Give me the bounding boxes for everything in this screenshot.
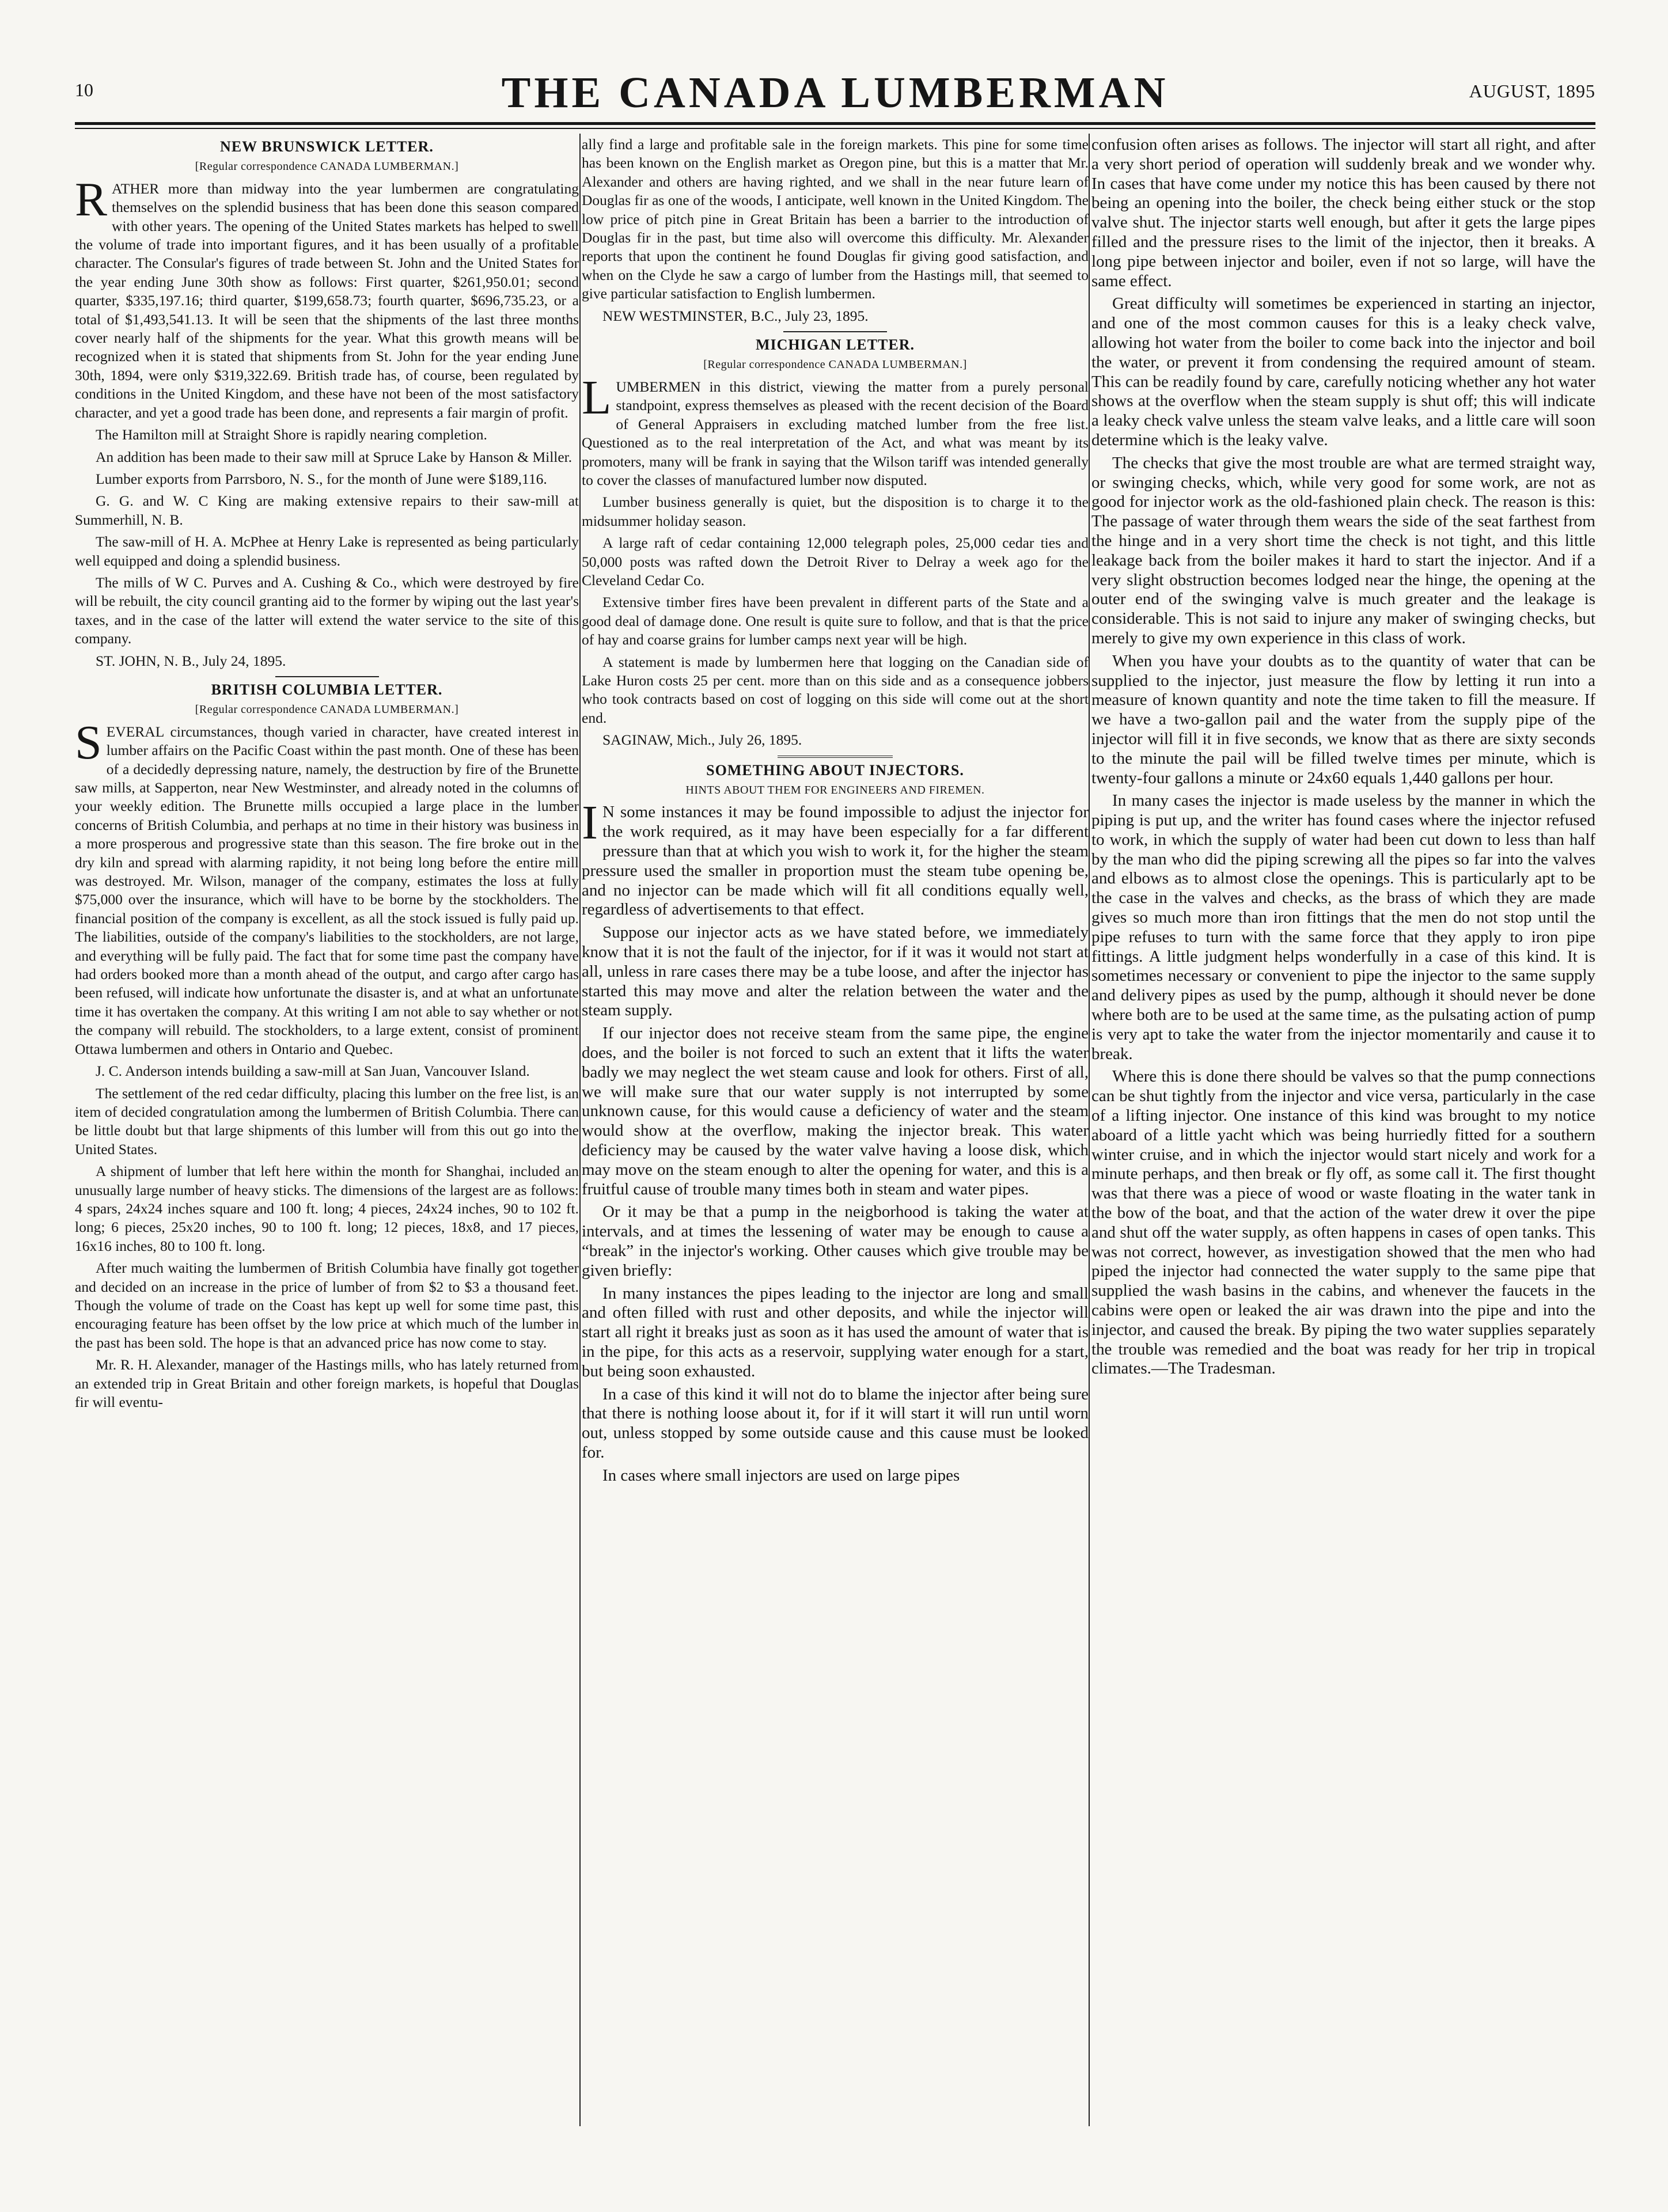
paragraph: A shipment of lumber that left here within the month for Shanghai, included an unusually large number of heavy sticks. The dimensions of the largest are as follows: 4 spars, 24x24 inches square and 100 ft. long; 4 pieces, 24x24 inches, 90 to 102 ft. long; 6 pieces, 25x20 inches, 90 to 100 ft. long; 12 pieces, 18x8, and 17 pieces, 16x16 inches, 80 to 100 ft. long. [75,1163,579,1254]
paragraph: Or it may be that a pump in the neigborhood is taking the water at intervals, and at times the lessening of water may be enough to cause a “break” in the injector's working. Other causes which give trouble may be given briefly: [582,1202,1089,1280]
section-divider [778,756,893,758]
paragraph: The settlement of the red cedar difficulty, placing this lumber on the free list, is an item of decided congratulation among the lumbermen of British Columbia. There can be little doubt but that large shipments of this lumber will from this out go into the United States. [75,1084,579,1158]
paragraph: In many instances the pipes leading to the injector are long and small and often filled with rust and other deposits, and while the injector will start all right it breaks just as soon as it has used the amount of water that is in the pipe, for this acts as a reservoir, supplying water enough for a start, but being soon exhausted. [582,1284,1089,1380]
paragraph: In cases where small injectors are used on large pipes [602,1466,960,1485]
article-subhead: [Regular correspondence CANADA LUMBERMAN.] [703,358,967,371]
paragraph: SEVERAL circumstances, though varied in character, have created interest in lumber affairs on the Pacific Coast within the past month. One of these has been of a decidedly depressing nature, namely, the destruction by fire of the Brunette saw mills, at Sapperton, near New Westminster, and already noted in the columns of your weekly edition. The Brunette mills occupied a large place in the lumber concerns of British Columbia, and perhaps at no time in their history was business in a more prosperous and progressive state than this season. The fire broke out in the dry kiln and spread with alarming rapidity, it not being long before the entire mill was destroyed. Mr. Wilson, manager of the company, estimates the loss at fully $75,000 over the insurance, which will have to be borne by the stockholders. The financial position of the company is excellent, as all the stock issued is fully paid up. The liabilities, outside of the company's liabilities to the stockholders, are not large, and everything will be fully paid. The fact that for some time past the company have had orders booked more than a month ahead of the output, and cargo after cargo has been refused, will indicate how unfortunate the disaster is, and at what an unfortunate time it has overtaken the company. At this writing I am not able to say whether or not the company will rebuild. The stockholders, to a large extent, consist of prominent Ottawa lumbermen and others in Ontario and Quebec. [75,715,579,1057]
issue-date: AUGUST, 1895 [1469,81,1595,101]
paragraph: G. G. and W. C King are making extensive repairs to their saw-mill at Summerhill, N. B. [75,492,579,528]
article-subhead: HINTS ABOUT THEM FOR ENGINEERS AND FIREMEN. [685,784,985,796]
paragraph: After much waiting the lumbermen of British Columbia have finally got together and decided on an increase in the price of lumber of from $2 to $3 a thousand feet. Though the volume of trade on the Coast has kept up well for some time past, this encouraging feature has been offset by the low price at which much of the lumber in the past has been sold. The hope is that an advanced price has now come to stay. [75,1259,579,1351]
paragraph: The checks that give the most trouble are what are termed straight way, or swinging checks, which, while very good for some work, are not as good for injector work as the old-fashioned plain check. The reason is this: The passage of water through them wears the side of the seat farthest from the hinge and in a very short time the check is not tight, and this little leakage back from the boiler makes it hard to start the injector. And if a very slight obstruction becomes lodged near the hinge, the opening at the outer end of the swinging valve is much greater and the leakage is considerable. This is not said to injure any maker of swinging checks, but merely to give my own experience in this class of work. [1091,453,1595,647]
column-2 [582,135,1089,1489]
paragraph: ally find a large and profitable sale in the foreign markets. This pine for some time has been known on the English market as Oregon pine, but this is a matter that Mr. Alexander and others are having righted, and we shall in the near future learn of Douglas fir as one of the woods, I anticipate, well known in the United Kingdom. The low price of pitch pine in Great Britain has been a barrier to the introduction of Douglas fir in the past, but time also will overcome this difficulty. Mr. Alexander reports that upon the continent he found Douglas fir giving good satisfaction, and when on the Clyde he saw a cargo of lumber from the Hastings mill, that seemed to give particular satisfaction to English lumbermen. [582,136,1089,302]
article-subhead: [Regular correspondence CANADA LUMBERMAN.] [195,703,459,716]
column-1 [75,135,579,1415]
paragraph: LUMBERMEN in this district, viewing the matter from a purely personal standpoint, express themselves as pleased with the recent decision of the Board of General Appraisers in excluding matched lumber from the free list. Questioned as to the real interpretation of the Act, and what was meant by its promoters, many will be frank in saying that the Wilson tariff was intended generally to cover the classes of manufactured lumber now disputed. [582,370,1089,488]
section-divider [783,331,887,332]
article-headline: SOMETHING ABOUT INJECTORS. [706,761,964,779]
paragraph: If our injector does not receive steam from the same pipe, the engine does, and the boiler is not forced to such an extent that it lifts the water badly we may neglect the wet steam cause and look for others. First of all, we will make sure that our water supply is not interrupted by some unknown cause, for this would cause a deficiency of water and the steam would show at the overflow, making the injector break. This water deficiency may be caused by the water valve having a loose disk, which may move on the steam enough to alter the opening for water, and this is a fruitful cause of trouble many times both in steam and water pipes. [582,1024,1089,1198]
paragraph: RATHER more than midway into the year lumbermen are congratulating themselves on the splendid business that has been done this season compared with other years. The opening of the United States markets has helped to swell the volume of trade into important figures, and it has been usually of a profitable character. The Consular's figures of trade between St. John and the United States for the year ending June 30th show as follows: First quarter, $261,950.01; second quarter, $335,197.16; third quarter, $199,658.73; fourth quarter, $696,735.23, or a total of $1,493,541.13. It will be seen that the shipments of the last three months cover nearly half of the shipments for the year. What this growth means will be recognized when it is stated that shipments from St. John for the year ending June 30th, 1894, were only $319,322.69. British trade has, of course, been regulated by conditions in the United Kingdom, and these have not been of the most satisfactory character, and yet a good trade has been done, and represents a fair margin of profit. [75,172,579,421]
paragraph: A large raft of cedar containing 12,000 telegraph poles, 25,000 cedar ties and 50,000 posts was rafted down the Detroit River to Delray a week ago for the Cleveland Cedar Co. [582,534,1089,589]
paragraph: Lumber business generally is quiet, but the disposition is to charge it to the midsummer holiday season. [582,494,1089,529]
paragraph: The mills of W C. Purves and A. Cushing & Co., which were destroyed by fire will be rebuilt, the city council granting aid to the former by wiping out the last year's taxes, and in the case of the latter will extend the water service to the site of this company. [75,574,579,647]
paragraph: Mr. R. H. Alexander, manager of the Hastings mills, who has lately returned from an extended trip in Great Britain and other foreign markets, is hopeful that Douglas fir will eventu- [75,1356,579,1410]
column-rule [1089,134,1090,2126]
paragraph: Where this is done there should be valves so that the pump connections can be shut tightly from the injector and vice versa, particularly in the case of a lifting injector. One instance of this kind was brought to my notice aboard of a little yacht which was being hurriedly fitted for a southern winter cruise, and in which the injector would start nicely and work for a minute perhaps, and then break or fly off, as some call it. The first thought was that there was a piece of wood or waste floating in the water tank in the bow of the boat, and that the action of the water drew it over the pipe and shut off the water supply, as often happens in cases of open tanks. This was not correct, however, as investigation showed that the men who had piped the injector had connected the water supply to the same pipe that supplied the wash basins in the cabins, and whenever the faucets in the cabins were open or leaked the air was drawn into the pipe and into the injector, and caused the break. By piping the two water supplies separately the trouble was remedied and the boat was ready for her trip in tropical climates.—The Tradesman. [1091,1067,1595,1378]
paragraph: Lumber exports from Parrsboro, N. S., for the month of June were $189,116. [96,470,547,487]
newspaper-title: THE CANADA LUMBERMAN [501,69,1169,117]
paragraph: confusion often arises as follows. The injector will start all right, and after a very short period of operation will suddenly break and we wonder why. In cases that have come under my notice this has been caused by there not being an opening into the boiler, the check being either stuck or the stop valve shut. The injector starts well enough, but after it gets the large pipes filled and the pressure rises to the limit of the injector, then it breaks. A long pipe between injector and boiler, even if not so large, will have the same effect. [1091,135,1595,290]
paragraph: Extensive timber fires have been prevalent in different parts of the State and a good deal of damage done. One result is quite sure to follow, and that is that the price of hay and coarse grains for lumber camps next year will be high. [582,594,1089,648]
dateline: SAGINAW, Mich., July 26, 1895. [602,731,802,749]
paragraph: When you have your doubts as to the quantity of water that can be supplied to the injector, just measure the flow by letting it run into a measure of known quantity and note the time taken to fill the measure. If we have a two-gallon pail and the water from the supply pipe of the injector will fill it in five seconds, we know that as there are sixty seconds to the minute the pail will be filled twelve times per minute, which is twenty-four gallons a minute or 24x60 equals 1,440 gallons per hour. [1091,651,1595,787]
masthead-rule [75,122,1595,125]
dateline: NEW WESTMINSTER, B.C., July 23, 1895. [602,307,869,324]
article-headline: BRITISH COLUMBIA LETTER. [211,681,443,698]
paragraph: In a case of this kind it will not do to blame the injector after being sure that there is nothing loose about it, for if it will start it will run until worn out, unless stopped by some outside cause and this cause must be looked for. [582,1384,1089,1462]
column-rule [579,134,581,2126]
paragraph: IN some instances it may be found impossible to adjust the injector for the work required, as it may have been especially for a far different pressure than that at which you wish to work it, for the higher the steam pressure used the smaller in proportion must the steam tube opening be, and no injector can be made which will fit all conditions equally well, regardless of advertisements to that effect. [582,796,1089,919]
paragraph: J. C. Anderson intends building a saw-mill at San Juan, Vancouver Island. [96,1063,530,1080]
page-number: 10 [75,79,93,100]
paragraph: The Hamilton mill at Straight Shore is rapidly nearing completion. [96,426,487,443]
column-3 [1091,135,1595,1382]
article-headline: NEW BRUNSWICK LETTER. [220,138,434,155]
paragraph: The saw-mill of H. A. McPhee at Henry Lake is represented as being particularly well equipped and doing a splendid business. [75,533,579,569]
article-headline: MICHIGAN LETTER. [755,336,915,354]
article-subhead: [Regular correspondence CANADA LUMBERMAN.] [195,160,459,173]
paragraph: Great difficulty will sometimes be experienced in starting an injector, and one of the most common causes for this is a leaky check valve, allowing hot water from the boiler to come back into the injector and boil the water, or prevent it from condensing the required amount of steam. This can be readily found by care, carefully noticing whether any hot water shows at the overflow when the steam supply is shut off; this will indicate a leaky check valve unless the steam valve leaks, and a little care will soon determine which is the leaky valve. [1091,294,1595,449]
masthead-rule-thin [75,128,1595,129]
paragraph: An addition has been made to their saw mill at Spruce Lake by Hanson & Miller. [96,448,573,465]
paragraph: A statement is made by lumbermen here that logging on the Canadian side of Lake Huron costs 25 per cent. more than on this side and as a consequence jobbers who took contracts based on cost of logging on this side will come out at the short end. [582,653,1089,726]
injector-article-body [582,796,1089,1485]
paragraph: In many cases the injector is made useless by the manner in which the piping is put up, and the writer has found cases where the injector refused to work, in which the supply of water had been cut down to less than half by the man who did the piping screwing all the pipes so far into the valves and elbows as to almost close the openings. This is particularly apt to be the case in the valves and checks, as the brass of which they are made gives so much more than iron fittings that the men do not stop until the pipe refuses to turn with the same force that they apply to iron pipe fittings. A little judgment helps wonderfully in a case of this kind. It is sometimes necessary or convenient to pipe the injector to the same supply and delivery pipes as used by the pump, although it should never be done where both are to be used at the same time, as the pulsating action of pump is very apt to take the water from the injector momentarily and cause it to break. [1091,791,1595,1063]
dateline: ST. JOHN, N. B., July 24, 1895. [96,652,286,669]
paragraph: Suppose our injector acts as we have stated before, we immediately know that it is not the fault of the injector, for if it was it would not start at all, unless in rare cases there may be a tube loose, and after the injector has started this may move and alter the relation between the water and the steam supply. [582,923,1089,1020]
section-divider [275,676,379,677]
